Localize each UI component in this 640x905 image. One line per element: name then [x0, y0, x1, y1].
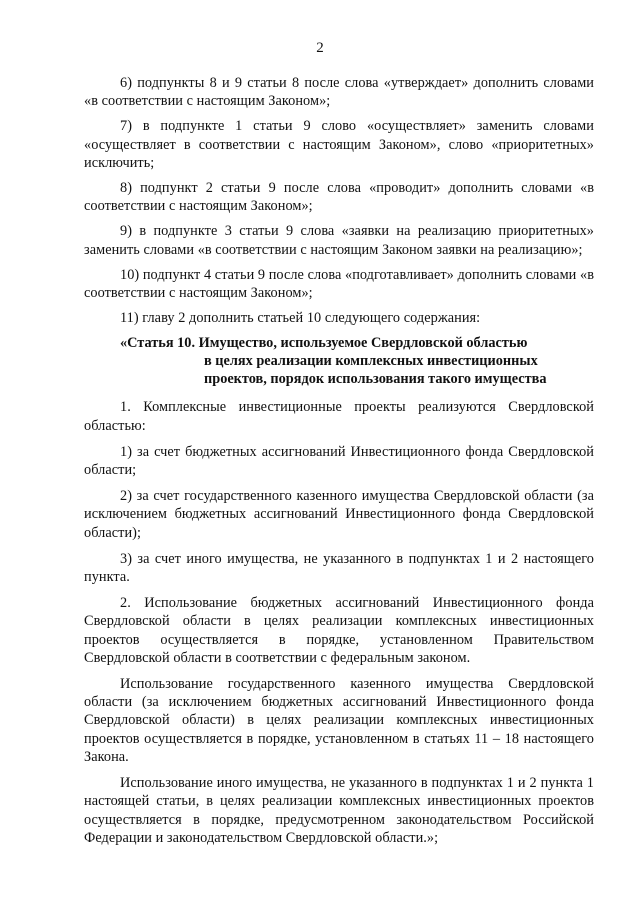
article-heading-line-3: проектов, порядок использования такого имущества [204, 371, 547, 388]
paragraph-item-11: 11) главу 2 дополнить статьей 10 следующего содержания: [120, 310, 481, 327]
article-subitem-2: 2) за счет государственного казенного имущества Свердловской области (за исключением бюджетных ассигнований Инвестиционного фонда Свердловской области); [84, 488, 594, 541]
document-body [84, 74, 594, 855]
article-paragraph-1: 1. Комплексные инвестиционные проекты реализуются Свердловской областью: [84, 399, 594, 434]
article-paragraph-2-part-3: Использование иного имущества, не указанного в подпунктах 1 и 2 пункта 1 настоящей статьи, в целях реализации комплексных инвестиционных проектов осуществляется в порядке, предусмотренном законодательством Российской Федерации и законодательством Свердловской области.»; [84, 775, 594, 846]
article-paragraph-2-part-2: Использование государственного казенного имущества Свердловской области (за исключением бюджетных ассигнований Инвестиционного фонда Свердловской области) в целях реализации комплексных инвестиционных проектов осуществляется в порядке, установленном в статьях 11 – 18 настоящего Закона. [84, 676, 594, 765]
paragraph-item-6: 6) подпункты 8 и 9 статьи 8 после слова «утверждает» дополнить словами «в соответствии с настоящим Законом»; [84, 75, 594, 110]
paragraph-item-7: 7) в подпункте 1 статьи 9 слово «осуществляет» заменить словами «осуществляет в соответствии с настоящим Законом», слово «приоритетных» исключить; [84, 118, 594, 171]
paragraph-item-10: 10) подпункт 4 статьи 9 после слова «подготавливает» дополнить словами «в соответствии с настоящим Законом»; [84, 266, 594, 302]
article-subitem-1: 1) за счет бюджетных ассигнований Инвестиционного фонда Свердловской области; [84, 443, 594, 479]
paragraph-item-9: 9) в подпункте 3 статьи 9 слова «заявки на реализацию приоритетных» заменить словами «в соответствии с настоящим Законом заявки на реализацию»; [84, 223, 594, 258]
page-number: 2 [316, 40, 324, 56]
article-paragraph-2: 2. Использование бюджетных ассигнований Инвестиционного фонда Свердловской области в целях реализации комплексных инвестиционных проектов осуществляется в порядке, установленном Правительством Свердловской области в соответствии с федеральным законом. [84, 595, 594, 666]
article-subitem-3: 3) за счет иного имущества, не указанного в подпунктах 1 и 2 настоящего пункта. [84, 550, 594, 586]
article-heading [84, 334, 594, 388]
article-heading-line-2: в целях реализации комплексных инвестиционных [204, 353, 538, 370]
article-heading-line-1: «Статья 10. Имущество, используемое Свердловской областью [120, 335, 528, 352]
paragraph-item-8: 8) подпункт 2 статьи 9 после слова «проводит» дополнить словами «в соответствии с настоящим Законом»; [84, 180, 594, 215]
